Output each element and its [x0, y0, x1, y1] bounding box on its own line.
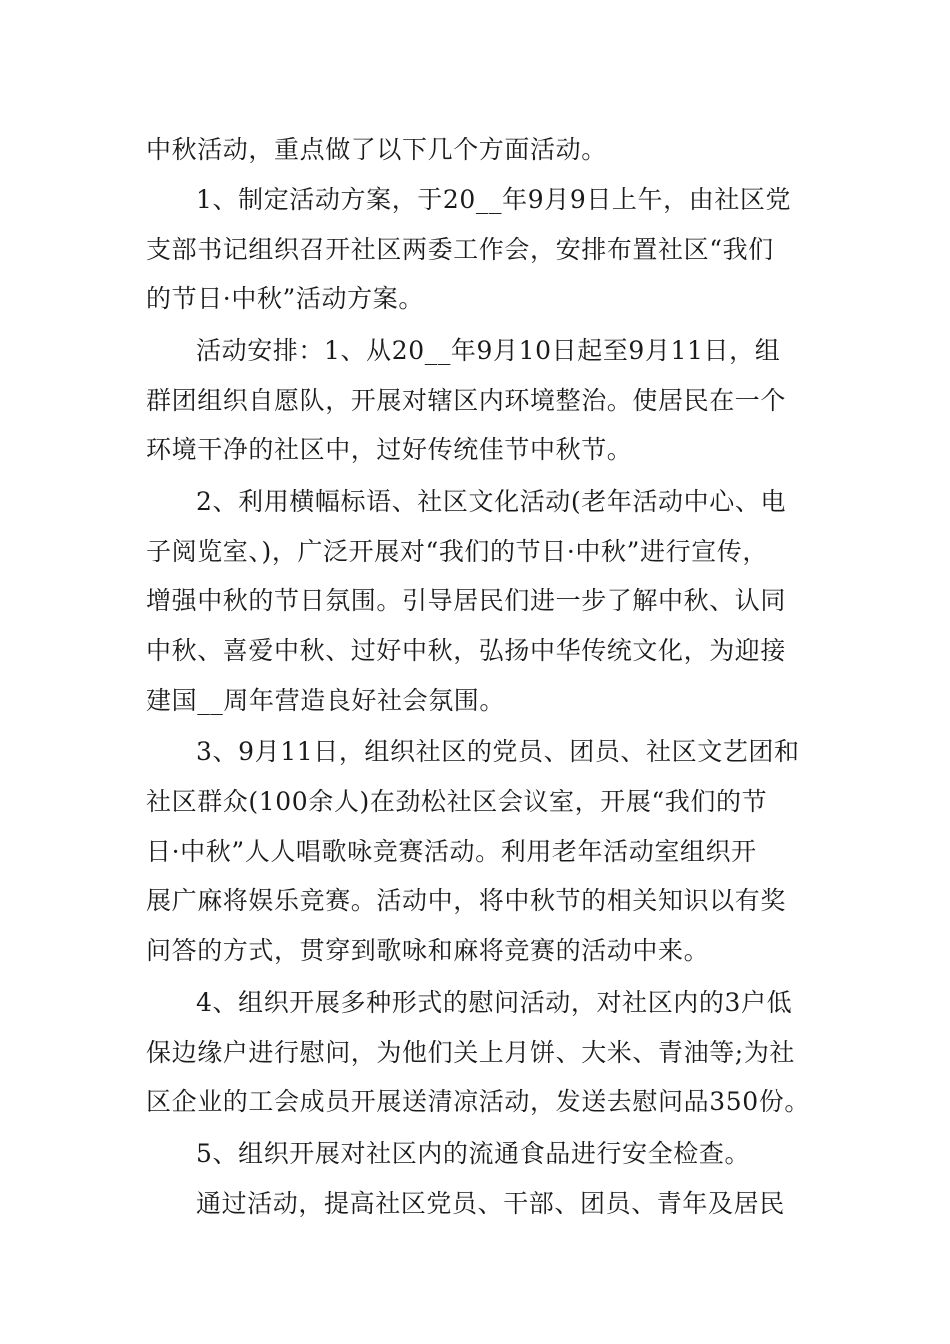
text-line: 展广麻将娱乐竞赛。活动中，将中秋节的相关知识以有奖: [146, 886, 787, 915]
text-line: 建国__周年营造良好社会氛围。: [146, 686, 506, 715]
text-line: 3、9月11日，组织社区的党员、团员、社区文艺团和: [196, 737, 800, 766]
text-line: 1、制定活动方案，于20__年9月9日上午，由社区党: [196, 185, 792, 214]
text-line: 日·中秋”人人唱歌咏竞赛活动。利用老年活动室组织开: [146, 837, 757, 866]
text-line: 中秋活动，重点做了以下几个方面活动。: [146, 135, 607, 164]
text-line: 的节日·中秋”活动方案。: [146, 284, 424, 313]
text-line: 支部书记组织召开社区两委工作会，安排布置社区“我们: [146, 235, 774, 264]
text-line: 区企业的工会成员开展送清凉活动，发送去慰问品350份。: [146, 1087, 810, 1116]
text-line: 社区群众(100余人)在劲松社区会议室，开展“我们的节: [146, 787, 768, 816]
text-line: 2、利用横幅标语、社区文化活动(老年活动中心、电: [196, 487, 787, 516]
text-line: 中秋、喜爱中秋、过好中秋，弘扬中华传统文化，为迎接: [146, 636, 787, 665]
text-line: 环境干净的社区中，过好传统佳节中秋节。: [146, 435, 633, 464]
text-line: 子阅览室、)，广泛开展对“我们的节日·中秋”进行宣传，: [146, 537, 768, 566]
text-line: 通过活动，提高社区党员、干部、团员、青年及居民: [196, 1189, 785, 1218]
text-line: 保边缘户进行慰问，为他们关上月饼、大米、青油等;为社: [146, 1038, 796, 1067]
text-line: 增强中秋的节日氛围。引导居民们进一步了解中秋、认同: [146, 586, 787, 615]
text-line: 问答的方式，贯穿到歌咏和麻将竞赛的活动中来。: [146, 936, 710, 965]
text-line: 4、组织开展多种形式的慰问活动，对社区内的3户低: [196, 988, 793, 1017]
text-line: 5、组织开展对社区内的流通食品进行安全检查。: [196, 1139, 751, 1168]
text-line: 群团组织自愿队，开展对辖区内环境整治。使居民在一个: [146, 386, 787, 415]
text-line: 活动安排：1、从20__年9月10日起至9月11日，组: [196, 336, 781, 365]
